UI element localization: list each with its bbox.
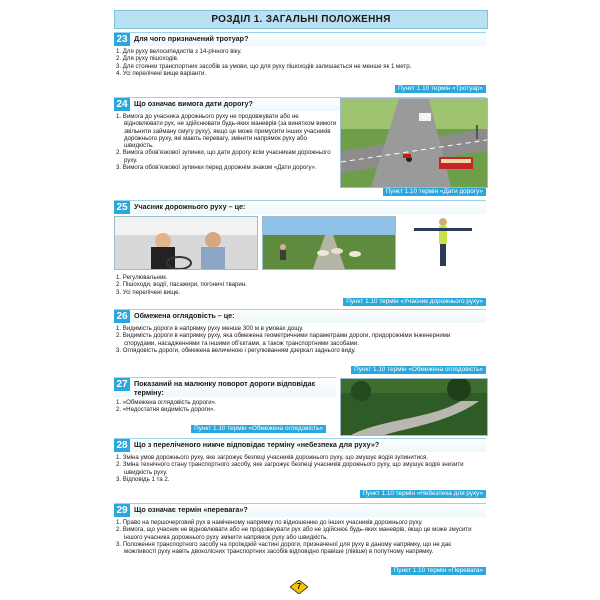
rule-reference: Пункт 1.10 термін «Дати дорогу» [383,188,486,196]
rule-reference: Пункт 1.10 термін «Небезпека для руху» [360,490,486,498]
section-title: РОЗДІЛ 1. ЗАГАЛЬНІ ПОЛОЖЕННЯ [114,10,488,29]
answer-item[interactable]: 1. Видимість дороги в напрямку руху менше 300 м в умовах дощу. [116,325,304,332]
question-26 [114,309,486,375]
answer-item[interactable]: 3. Оглядовість дороги, обмежена величиною і регулюванням дзеркал заднього виду. [116,346,356,354]
answer-list [114,46,486,77]
road-curve-photo [340,378,488,436]
answer-item[interactable]: 2. Для руху пішоходів. [116,55,179,63]
answer-item[interactable]: 2. Пішоходи, водії, пасажири, погоничі тварин. [116,281,247,289]
answer-item[interactable]: 1. Для руху велосипедистів з 14-річного віку. [116,48,242,55]
page-number: 7 [296,582,302,591]
answer-item[interactable]: 1. «Обмежена оглядовість дороги». [116,399,217,406]
answer-item[interactable]: 3. Вимога обов'язкової зупинки перед дорожнім знаком «Дати дорогу». [116,164,317,172]
question-number: 29 [114,504,130,517]
answer-item[interactable]: 1. Регулювальник. [116,274,168,281]
answer-list [114,397,340,414]
answer-item[interactable]: 2. Видимість дороги в напрямку руху, яка обмежена геометричними параметрами дороги, придорожніми інженерними спорудами, насадженнями та іншими об'єктами, а також транспортними засобами. [116,332,451,347]
question-text: Що означає вимога дати дорогу? [134,99,253,108]
question-29 [114,503,486,575]
answer-item[interactable]: 2. Зміна технічного стану транспортного засобу, яке загрожує безпеці учасників дорожнього руху, що змушує водія знизити швидкість руху. [116,461,464,476]
traffic-officer-figure [400,216,486,268]
answer-list [114,323,486,354]
pedestrians-road-photo [262,216,396,270]
answer-item[interactable]: 3. Для стоянки транспортних засобів за умови, що для руху пішоходів залишається не менше як 1 метр. [116,62,412,70]
answer-item[interactable]: 3. Положення транспортного засобу на проїжджій частині дороги, призначеної для руху в даному напрямку, що не дає можливості руху навіть двоколісних транспортних засобів відповідно правіше (лівіше) в попутному напрямку. [116,540,452,556]
question-number: 27 [114,378,130,391]
rule-reference: Пункт 1.10 термін «Учасник дорожнього руху» [343,298,486,306]
rule-reference: Пункт 1.10 термін «Тротуар» [395,85,486,93]
answer-item[interactable]: 3. Усі перелічені вище. [116,288,181,296]
question-header [114,503,486,517]
car-interior-photo [114,216,258,270]
rule-reference: Пункт 1.10 термін «Обмежена оглядовість» [191,425,326,433]
answer-item[interactable]: 1. Право на першочерговий рух в наміченому напрямку по відношенню до інших учасників дорожнього руху. [116,519,423,526]
page-number-badge [290,580,308,594]
question-header [114,32,486,46]
question-number: 23 [114,33,130,46]
question-header [114,309,486,323]
question-number: 26 [114,310,130,323]
intersection-illustration [340,98,488,188]
answer-item[interactable]: 1. Вимога до учасника дорожнього руху не продовжувати або не відновлювати рух, не здійснювати будь-яких маневрів (за винятком вимоги звільнити займану смугу руху), якщо це може примусити інших учасників дорожнього руху, які мають перевагу, змінити напрямок руху або швидкість. [116,113,337,150]
answer-item[interactable]: 4. Усі перелічені вище варіанти. [116,69,207,77]
question-number: 28 [114,439,130,452]
question-header [114,438,486,452]
question-text: Учасник дорожнього руху – це: [134,202,246,211]
question-text: Що означає термін «перевага»? [134,505,248,514]
question-number: 25 [114,201,130,214]
question-number: 24 [114,98,130,111]
question-text: Обмежена оглядовість – це: [134,311,235,320]
question-23 [114,32,486,94]
question-text: Що з переліченого нижче відповідає терміну «небезпека для руху»? [134,440,380,449]
answer-item[interactable]: 2. «Недостатня видимість дороги». [116,406,216,414]
answer-item[interactable]: 2. Вимога, що учасник не відновлювати або не продовжувати рух або не здійснює будь-яких маневрів, якщо це може змусити іншого учасника дорожнього руху змінити напрямок руху або швидкість. [116,526,472,541]
answer-list [114,272,249,296]
answer-item[interactable]: 2. Вимога обов'язкової зупинки, що дати дорогу всім учасникам дорожнього руху. [116,149,331,164]
rule-reference: Пункт 1.10 термін «Перевага» [391,567,486,575]
answer-item[interactable]: 3. Відповідь 1 та 2. [116,475,170,483]
question-28 [114,438,486,500]
question-header [114,377,336,397]
answer-list [114,452,486,483]
answer-item[interactable]: 1. Зміна умов дорожнього руху, яке загрожує безпеці учасників дорожнього руху, що змушує водія зупинитися. [116,454,429,461]
answer-list [114,111,340,171]
question-text: Для чого призначений тротуар? [134,34,249,43]
question-text: Показаний на малюнку поворот дороги відповідає терміну: [134,379,316,397]
answer-list [114,517,486,555]
rule-reference: Пункт 1.10 термін «Обмежена оглядовість» [351,366,486,374]
question-header [114,200,486,214]
